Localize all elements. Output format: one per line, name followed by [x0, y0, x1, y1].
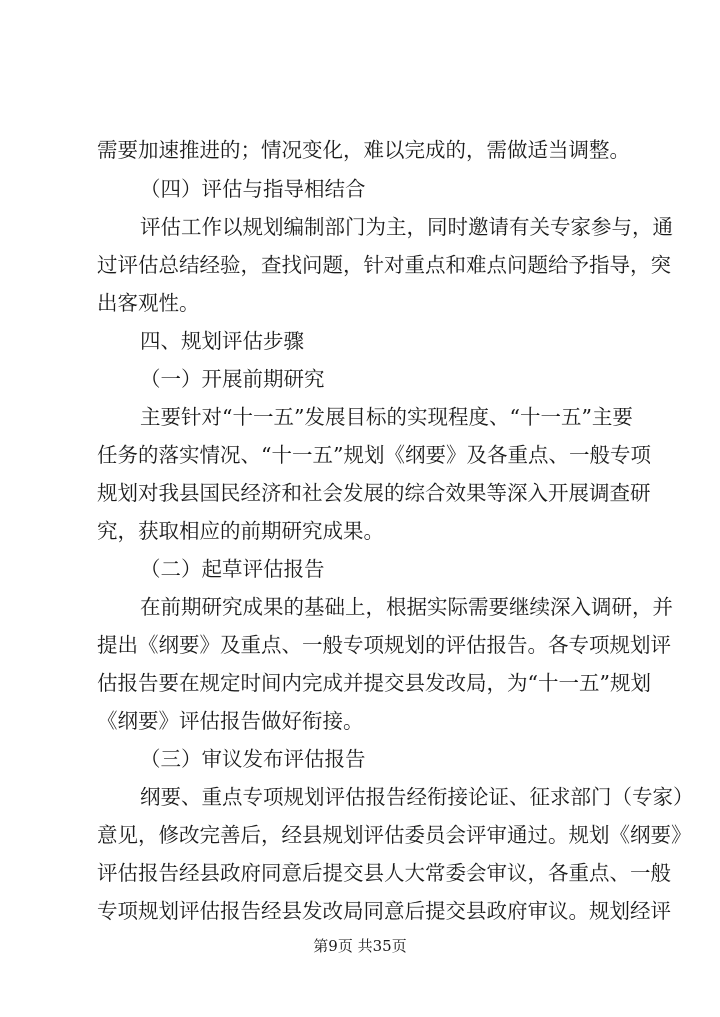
paragraph-line: 主要针对“十一五”发展目标的实现程度、“十一五”主要 [140, 405, 633, 429]
page-footer: 第9页 共35页 [313, 937, 407, 955]
paragraph-line: 纲要、重点专项规划评估报告经衔接论证、征求部门（专家） [140, 785, 694, 809]
paragraph-line: 评估报告经县政府同意后提交县人大常委会审议，各重点、一般 [97, 861, 671, 885]
paragraph-line: 任务的落实情况、“十一五”规划《纲要》及各重点、一般专项 [97, 443, 651, 467]
paragraph-line: 究，获取相应的前期研究成果。 [97, 519, 384, 543]
paragraph-line: 提出《纲要》及重点、一般专项规划的评估报告。各专项规划评 [97, 633, 671, 657]
paragraph-line: 出客观性。 [97, 291, 200, 315]
paragraph-line: 专项规划评估报告经县发改局同意后提交县政府审议。规划经评 [97, 899, 671, 923]
section-heading: （二）起草评估报告 [140, 557, 325, 581]
section-heading: 四、规划评估步骤 [140, 329, 304, 353]
paragraph-line: 在前期研究成果的基础上，根据实际需要继续深入调研，并 [140, 595, 673, 619]
section-heading: （四）评估与指导相结合 [140, 177, 366, 201]
paragraph-line: 估报告要在规定时间内完成并提交县发改局，为“十一五”规划 [97, 671, 651, 695]
paragraph-line: 意见，修改完善后，经县规划评估委员会评审通过。规划《纲要》 [97, 823, 692, 847]
paragraph-line: 规划对我县国民经济和社会发展的综合效果等深入开展调查研 [97, 481, 651, 505]
paragraph-line: 过评估总结经验，查找问题，针对重点和难点问题给予指导，突 [97, 253, 671, 277]
section-heading: （一）开展前期研究 [140, 367, 325, 391]
paragraph-line: 《纲要》评估报告做好衔接。 [97, 709, 364, 733]
section-heading: （三）审议发布评估报告 [140, 747, 366, 771]
paragraph-line: 需要加速推进的；情况变化，难以完成的，需做适当调整。 [97, 138, 630, 162]
paragraph-line: 评估工作以规划编制部门为主，同时邀请有关专家参与，通 [140, 215, 673, 239]
